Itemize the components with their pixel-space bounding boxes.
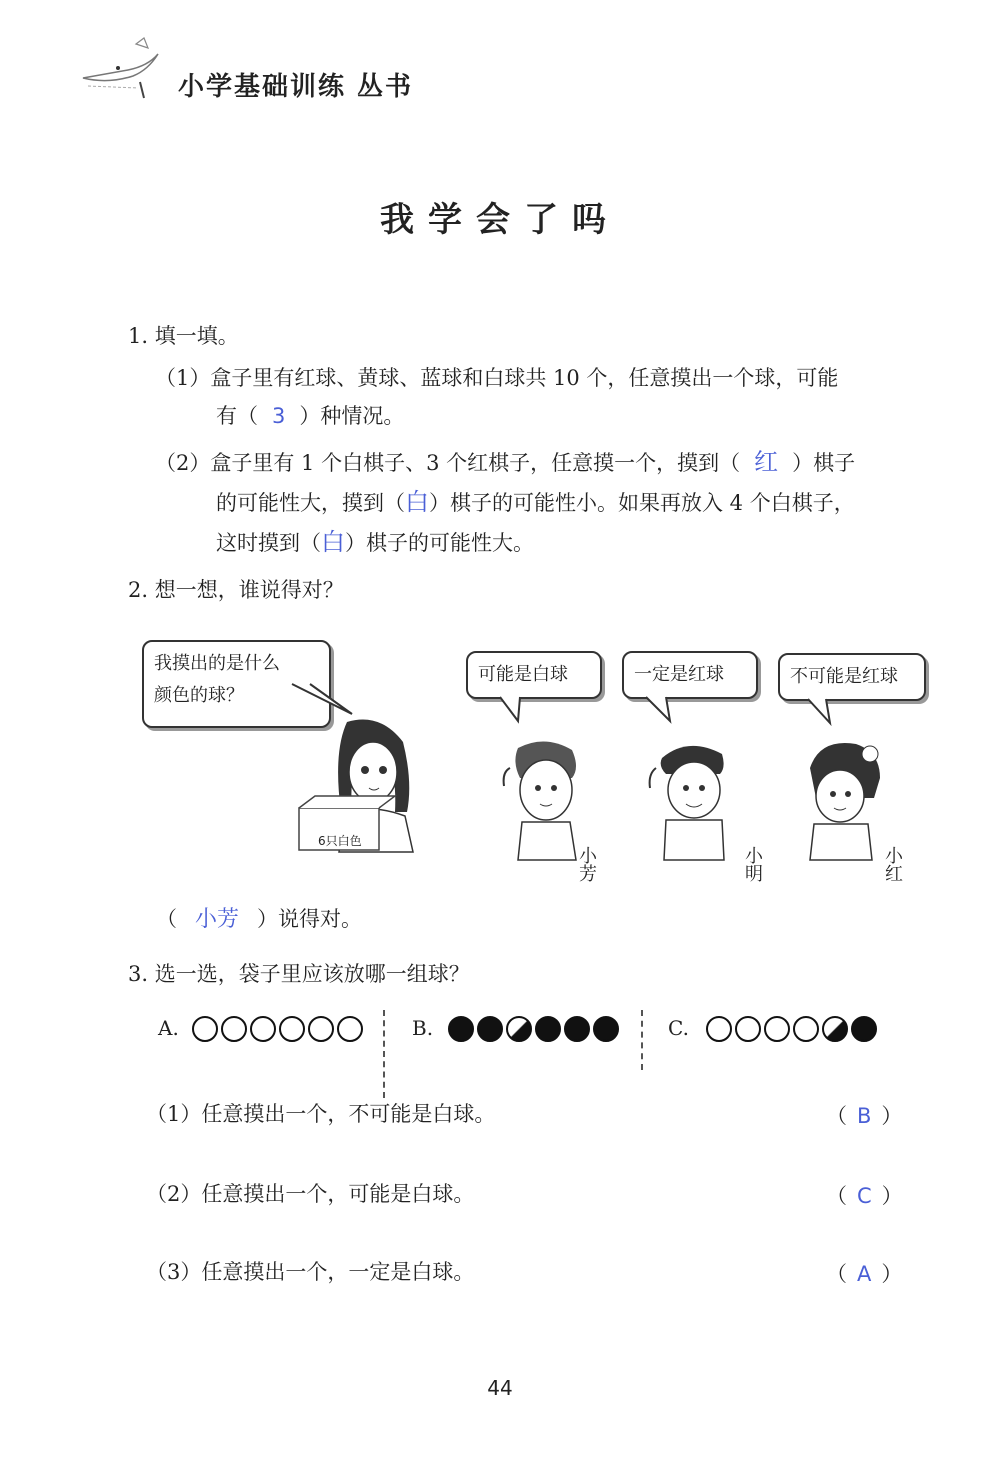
white-ball-icon xyxy=(793,1016,819,1042)
q3-item1-answer-line xyxy=(826,1100,902,1130)
q3-item2-text: （2）任意摸出一个，可能是白球。 xyxy=(146,1182,475,1206)
option-c-balls xyxy=(706,1016,877,1042)
white-ball-icon xyxy=(735,1016,761,1042)
paren-open: （ xyxy=(826,1262,847,1286)
q2-answer-line xyxy=(156,902,362,933)
q1-p2-text-post2: ）棋子的可能性小。如果再放入 4 个白棋子， xyxy=(429,491,855,515)
teacher-bubble-line2: 颜色的球？ xyxy=(154,685,244,706)
paren-open: （ xyxy=(826,1184,847,1208)
black-ball-icon xyxy=(851,1016,877,1042)
q1-p2-text-post1: ）棋子 xyxy=(792,451,856,475)
kid1-name: 小芳 xyxy=(576,846,597,882)
option-c-label: C. xyxy=(668,1016,689,1040)
xiaoming-illustration xyxy=(648,738,738,863)
black-ball-icon xyxy=(535,1016,561,1042)
white-ball-icon xyxy=(192,1016,218,1042)
q3-item1-answer: B xyxy=(857,1104,872,1128)
split-ball-icon xyxy=(822,1016,848,1042)
page-title: 我学会了吗 xyxy=(380,200,620,240)
white-ball-icon xyxy=(279,1016,305,1042)
q1-p2-line1 xyxy=(155,442,855,477)
white-ball-icon xyxy=(337,1016,363,1042)
q1-p2-text-pre1: （2）盒子里有 1 个白棋子、3 个红棋子，任意摸一个，摸到（ xyxy=(155,451,741,475)
q3-item3-text: （3）任意摸出一个，一定是白球。 xyxy=(146,1260,475,1284)
white-ball-icon xyxy=(221,1016,247,1042)
paren-close: ） xyxy=(881,1184,903,1208)
q1-p2-text-post3: ）棋子的可能性大。 xyxy=(345,531,534,555)
q1-p1-line1: （1）盒子里有红球、黄球、蓝球和白球共 10 个，任意摸出一个球，可能 xyxy=(155,366,839,390)
black-ball-icon xyxy=(477,1016,503,1042)
kid2-bubble-tail xyxy=(644,695,674,725)
q1-p1-answer: 3 xyxy=(272,404,286,428)
box-label: 6只白色 xyxy=(318,834,362,848)
q3-title: 3. 选一选，袋子里应该放哪一组球？ xyxy=(128,962,470,986)
q3-item3-answer: A xyxy=(857,1262,872,1286)
q3-item2-answer-line xyxy=(826,1180,903,1210)
q2-answer-post: ）说得对。 xyxy=(257,907,363,931)
kid3-bubble-tail xyxy=(806,697,836,727)
q1-p2-answer2: 白 xyxy=(405,488,429,516)
teacher-bubble-line1: 我摸出的是什么 xyxy=(154,653,280,674)
option-divider xyxy=(383,1010,385,1098)
q1-p2-text-pre3: 这时摸到（ xyxy=(216,531,321,555)
q1-title: 1. 填一填。 xyxy=(128,324,239,348)
xiaofang-illustration xyxy=(500,738,590,863)
q3-item1-text: （1）任意摸出一个，不可能是白球。 xyxy=(146,1102,496,1126)
kid2-speech-bubble: 一定是红球 xyxy=(622,651,758,699)
kid3-name: 小红 xyxy=(882,846,903,882)
option-b-label: B. xyxy=(412,1016,434,1040)
header-bird-decoration xyxy=(78,36,173,106)
paren-close: ） xyxy=(881,1104,903,1128)
xiaohong-illustration xyxy=(800,738,890,863)
q3-item3-answer-line xyxy=(826,1258,902,1288)
black-ball-icon xyxy=(448,1016,474,1042)
q2-title: 2. 想一想，谁说得对？ xyxy=(128,578,344,602)
kid1-speech-bubble: 可能是白球 xyxy=(466,651,602,699)
black-ball-icon xyxy=(564,1016,590,1042)
option-a-balls xyxy=(192,1016,363,1042)
paren-open: （ xyxy=(826,1104,847,1128)
white-ball-icon xyxy=(308,1016,334,1042)
white-ball-icon xyxy=(764,1016,790,1042)
black-ball-icon xyxy=(593,1016,619,1042)
q1-p2-line2 xyxy=(216,482,855,517)
kid3-speech-bubble: 不可能是红球 xyxy=(778,653,926,701)
white-ball-icon xyxy=(250,1016,276,1042)
q1-p1-text-post: ）种情况。 xyxy=(299,404,405,428)
q1-p2-line3 xyxy=(216,522,534,557)
teacher-with-box-illustration xyxy=(285,712,445,862)
q3-item2-answer: C xyxy=(857,1184,872,1208)
kid2-name: 小明 xyxy=(742,846,763,882)
split-ball-icon xyxy=(506,1016,532,1042)
white-ball-icon xyxy=(706,1016,732,1042)
q2-answer-pre: （ xyxy=(156,907,177,931)
option-b-balls xyxy=(448,1016,619,1042)
option-a-label: A. xyxy=(158,1016,179,1040)
q1-p2-text-pre2: 的可能性大，摸到（ xyxy=(216,491,405,515)
paren-close: ） xyxy=(881,1262,903,1286)
q1-p2-answer3: 白 xyxy=(321,528,345,556)
q1-p1-line2 xyxy=(216,400,404,430)
option-divider xyxy=(641,1010,643,1070)
q1-p1-text-pre: 有（ xyxy=(216,404,258,428)
page-number: 44 xyxy=(487,1376,513,1400)
series-title: 小学基础训练 丛书 xyxy=(178,72,414,102)
kid1-bubble-tail xyxy=(498,695,528,725)
q2-answer: 小芳 xyxy=(195,907,240,932)
q1-p2-answer1: 红 xyxy=(754,448,779,476)
